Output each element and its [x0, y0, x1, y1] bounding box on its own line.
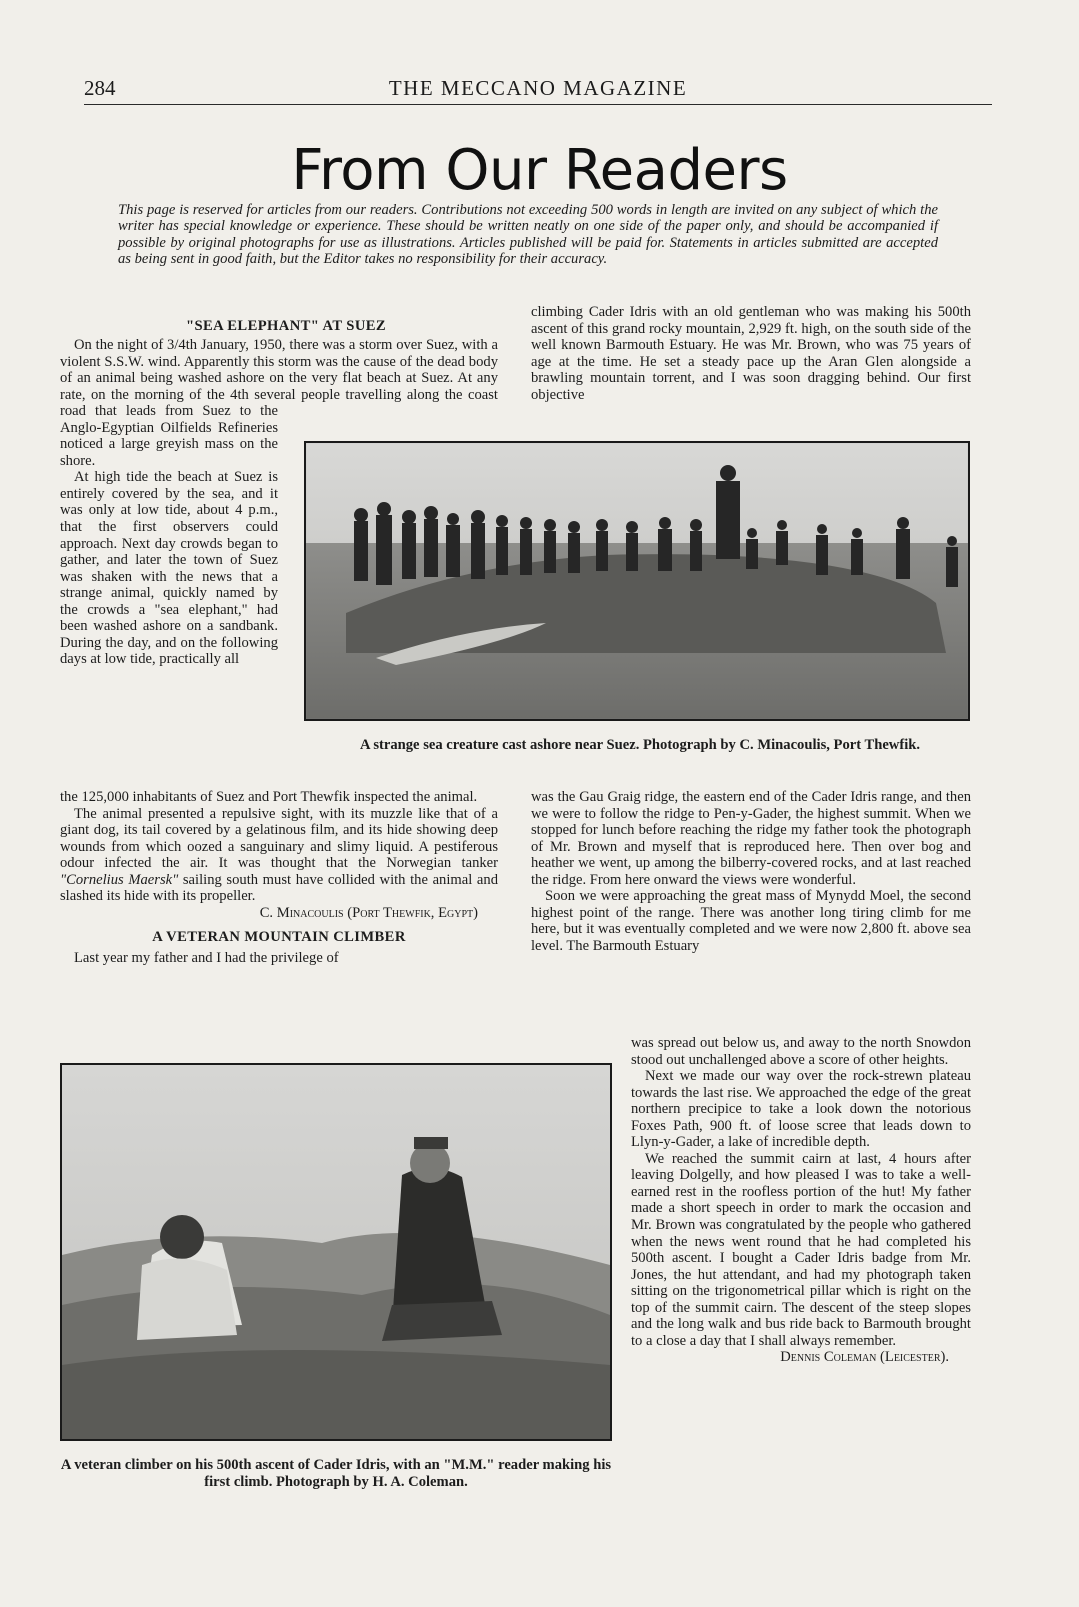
article2-paragraph-3: Next we made our way over the rock-strewn plateau towards the last rise. We approached the edge of the great northern precipice to take a look down the notorious Foxes Path, 900 ft. of loose scree that leads down to Llyn-y-Gader, a lake of incredible depth. — [631, 1068, 971, 1151]
article1-signature: C. Minacoulis (Port Thewfik, Egypt) — [259, 904, 478, 921]
article1-paragraph-3-text-b: sailing south must have collided with the animal and slashed its hide with its propeller. — [60, 871, 498, 905]
article1-paragraph-2: At high tide the beach at Suez is entirely covered by the sea, and it was only at low tide, about 4 p.m., that the first observers could approach. Next day crowds began to gather, and later the town of Suez was shaken with the news that a strange animal, quickly named by the crowds a "sea elephant," had been washed ashore on a sandbank. During the day, and on the following days at low tide, practically all — [60, 469, 278, 668]
page-title: From Our Readers — [291, 138, 788, 203]
editorial-intro: This page is reserved for articles from our readers. Contributions not exceeding 500 words in length are invited on any subject of which the writer has special knowledge or experience. These should be written neatly on one side of the paper only, and should be accompanied if possible by original photographs for use as illustrations. Articles published will be paid for. Statements in articles submitted are accepted as being sent in good faith, but the Editor takes no responsibility for their accuracy. — [118, 202, 938, 267]
article2-paragraph-1-start: Last year my father and I had the privilege of — [74, 949, 339, 966]
article1-heading: "SEA ELEPHANT" AT SUEZ — [185, 318, 387, 334]
article2-signature: Dennis Coleman (Leicester). — [780, 1349, 949, 1366]
magazine-title: THE MECCANO MAGAZINE — [388, 76, 688, 100]
photo-sea-creature — [304, 441, 970, 721]
article2-middle-right — [531, 789, 971, 954]
article1-paragraph-3-text-a: The animal presented a repulsive sight, with its muzzle like that of a giant dog, its tail covered by a gelatinous film, and its hide showing deep wounds from which oozed a sanguinary and slimy liquid. A pestiferous odour infected the air. It was thought that the Norwegian tanker — [60, 805, 498, 872]
photo1-caption: A strange sea creature cast ashore near Suez. Photograph by C. Minacoulis, Port Thewfik. — [359, 737, 921, 753]
article2-paragraph-2-wide: Soon we were approaching the great mass of Mynydd Moel, the second highest point of the range. There was another long tiring climb for me here, but it was eventually completed and we were now 2,800 ft. above sea level. The Barmouth Estuary — [531, 888, 971, 954]
mountain-climbers-image — [62, 1065, 610, 1439]
article2-paragraph-1-continued: was the Gau Graig ridge, the eastern end of the Cader Idris range, and then we were to follow the ridge to Pen-y-Gader, the highest summit. When we stopped for lunch before reaching the ridge my father took the photograph of Mr. Brown and myself that is reproduced here. Then over bog and heather we went, up among the bilberry-covered rocks, and at last reached the ridge. From here onward the views were wonderful. — [531, 789, 971, 888]
article2-top-right: climbing Cader Idris with an old gentleman who was making his 500th ascent of this grand rocky mountain, 2,929 ft. high, on the south side of the well known Barmouth Estuary. He was Mr. Brown, who was 75 years of age at the time. He set a steady pace up the Aran Glen alongside a brawling mountain torrent, and I was soon dragging behind. Our first objective — [531, 304, 971, 403]
photo-mountain-climbers — [60, 1063, 612, 1441]
page-number: 284 — [84, 76, 116, 100]
article1-paragraph-1: On the night of 3/4th January, 1950, there was a storm over Suez, with a violent S.S.W. wind. Apparently this storm was the cause of the dead body of an animal being washed ashore on the very flat beach at Suez. At any rate, on the morning of the 4th several people travelling along the coast road that leads from Suez to the Anglo-Egyptian Oilfields Refineries noticed a large greyish mass on the shore. — [60, 337, 498, 469]
article2-heading: A VETERAN MOUNTAIN CLIMBER — [152, 929, 406, 946]
page-header — [84, 72, 992, 105]
sea-creature-image — [306, 443, 968, 719]
article1-body-wide — [60, 789, 498, 966]
photo2-caption: A veteran climber on his 500th ascent of Cader Idris, with an "M.M." reader making his first climb. Photograph by H. A. Coleman. — [60, 1457, 612, 1490]
article2-narrow-right — [631, 1035, 971, 1366]
ship-name: "Cornelius Maersk" — [60, 871, 179, 888]
article2-paragraph-4: We reached the summit cairn at last, 4 hours after leaving Dolgelly, and how pleased I was to take a well-earned rest in the roofless portion of the hut! My father made a short speech in order to mark the occasion and Mr. Brown was congratulated by the people who gathered when the news went round that he had completed his 500th ascent. I bought a Cader Idris badge from Mr. Jones, the hut attendant, and had my photograph taken sitting on the trigonometrical pillar which is right on the top of the summit cairn. The descent of the steep slopes and the long walk and bus ride back to Barmouth brought to a close a day that I shall always remember. — [631, 1150, 971, 1349]
article1-top-column — [74, 318, 498, 337]
article1-paragraph-3 — [60, 806, 498, 905]
article1-paragraph-2-continued: the 125,000 inhabitants of Suez and Port Thewfik inspected the animal. — [60, 789, 478, 805]
article2-paragraph-2-narrow: was spread out below us, and away to the north Snowdon stood out unchallenged above a score of other heights. — [631, 1035, 971, 1068]
